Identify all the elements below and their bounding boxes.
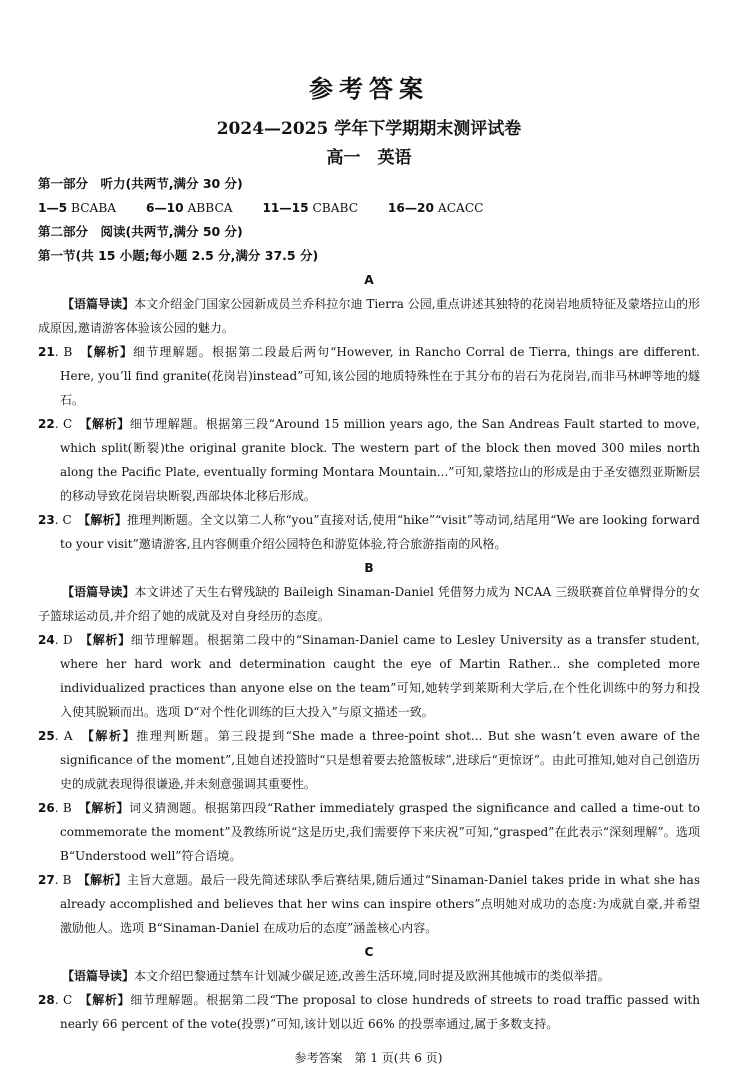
passage-letter: C <box>364 945 374 959</box>
page-title: 参考答案 <box>309 75 429 103</box>
listening-answers <box>38 196 700 220</box>
answer-group: 11—15 CBABC <box>262 201 359 215</box>
passage-intro: 【语篇导读】本文讲述了天生右臂残缺的 Baileigh Sinaman-Daniel 凭借努力成为 NCAA 三级联赛首位单臂得分的女子篮球运动员,并介绍了她的成就及对自身经历的态度。 <box>38 585 700 623</box>
passage-letter: A <box>364 273 374 287</box>
passage-intro: 【语篇导读】本文介绍金门国家公园新成员兰乔科拉尔迪 Tierra 公园,重点讲述其独特的花岗岩地质特征及蒙塔拉山的形成原因,邀请游客体验该公园的魅力。 <box>38 297 700 335</box>
question-explanation: 24. D 【解析】细节理解题。根据第二段中的“Sinaman-Daniel came to Lesley University as a transfer student, where her hard work and determination caught the eye of Martin Rather... she completed more individualized practices than anyone else on the team”可知,她转学到莱斯利大学后,在个性化训练中的努力和投入使其脱颖而出。选项 D“对个性化训练的巨大投入”与原文描述一致。 <box>38 633 700 719</box>
question-explanation: 27. B 【解析】主旨大意题。最后一段先简述球队季后赛结果,随后通过“Sinaman-Daniel takes pride in what she has already accomplished and believes that her wins can inspire others”点明她对成功的态度:为成就自豪,并希望激励他人。选项 B“Sinaman-Daniel 在成功后的态度”涵盖核心内容。 <box>38 873 700 935</box>
passage-intro: 【语篇导读】本文介绍巴黎通过禁车计划减少碳足迹,改善生活环境,同时提及欧洲其他城市的类似举措。 <box>62 969 610 983</box>
answer-group: 1—5 BCABA <box>38 201 117 215</box>
section1-heading: 第一节(共 15 小题;每小题 2.5 分,满分 37.5 分) <box>38 248 319 263</box>
answer-group: 6—10 ABBCA <box>145 201 233 215</box>
part2-heading: 第二部分 阅读(共两节,满分 50 分) <box>38 224 243 239</box>
exam-subtitle: 2024—2025 学年下学期期末测评试卷 <box>216 119 522 139</box>
answer-group: 16—20 ACACC <box>387 201 484 215</box>
page-footer: 参考答案 第 1 页(共 6 页) <box>294 1051 443 1065</box>
question-explanation: 28. C 【解析】细节理解题。根据第二段“The proposal to close hundreds of streets to road traffic passed with nearly 66 percent of the vote(投票)”可知,该计划以近 66% 的投票率通过,属于多数支持。 <box>38 993 700 1031</box>
passage-letter: B <box>364 561 374 575</box>
question-explanation: 22. C 【解析】细节理解题。根据第三段“Around 15 million years ago, the San Andreas Fault started to move, which split(断裂)the original granite block. The western part of the block then moved 300 miles north along the Pacific Plate, eventually forming Montara Mountain...”可知,蒙塔拉山的形成是由于圣安德烈亚斯断层的移动导致花岗岩块断裂,西部块体北移后形成。 <box>38 417 700 503</box>
question-explanation: 26. B 【解析】词义猜测题。根据第四段“Rather immediately grasped the significance and called a time-out to commemorate the moment”及教练所说“这是历史,我们需要停下来庆祝”可知,“grasped”在此表示“深刻理解”。选项 B“Understood well”符合语境。 <box>38 801 701 863</box>
question-explanation: 23. C 【解析】推理判断题。全文以第二人称“you”直接对话,使用“hike”“visit”等动词,结尾用“We are looking forward to your visit”邀请游客,且内容侧重介绍公园特色和游览体验,符合旅游指南的风格。 <box>38 513 700 551</box>
part1-heading: 第一部分 听力(共两节,满分 30 分) <box>38 176 243 191</box>
answer-body <box>38 172 700 1036</box>
question-explanation: 21. B 【解析】细节理解题。根据第二段最后两句“However, in Rancho Corral de Tierra, things are different. Here, you’ll find granite(花岗岩)instead”可知,该公园的地质特殊性在于其分布的岩石为花岗岩,而非马林岬等地的燧石。 <box>38 345 700 407</box>
question-explanation: 25. A 【解析】推理判断题。第三段提到“She made a three-point shot... But she wasn’t even aware of the significance of the moment”,且她自述投篮时“只是想着要去抢篮板球”,进球后“更惊讶”。由此可推知,她对自己创造历史的成就表现得很谦逊,并未刻意强调其重要性。 <box>38 729 700 791</box>
grade-subject: 高一 英语 <box>326 148 412 168</box>
